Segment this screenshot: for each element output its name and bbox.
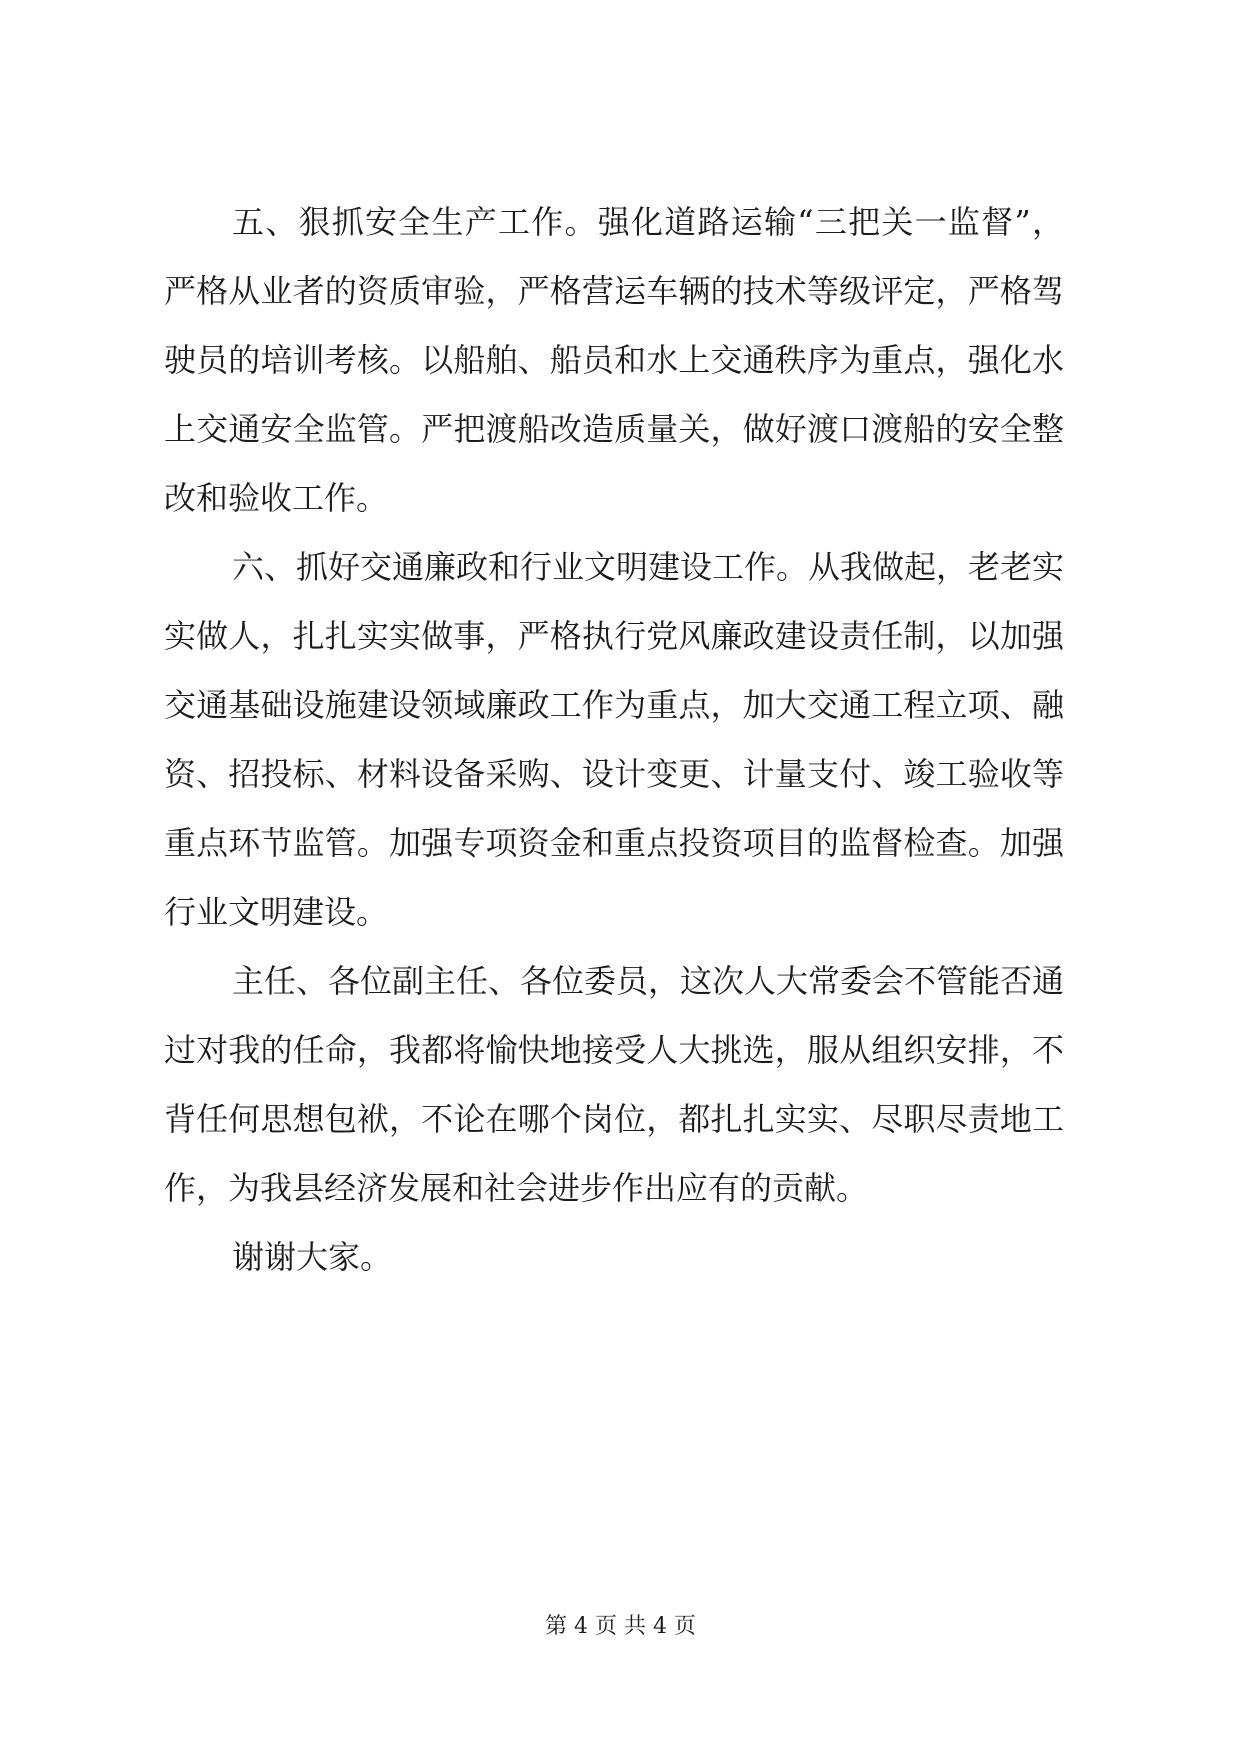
paragraph-6-line-3: 交通基础设施建设领域廉政工作为重点，加大交通工程立项、融 [164,686,1064,724]
paragraph-5-line-3: 驶员的培训考核。以船舶、船员和水上交通秩序为重点，强化水 [164,341,1064,379]
thanks-line: 谢谢大家。 [232,1238,393,1276]
paragraph-5-line-1: 五、狠抓安全生产工作。强化道路运输“三把关一监督”， [232,203,1064,241]
closing-paragraph-line-2: 过对我的任命，我都将愉快地接受人大挑选，服从组织安排，不 [164,1031,1064,1069]
page-number-footer: 第 4 页 共 4 页 [545,1614,696,1639]
paragraph-6-line-2: 实做人，扎扎实实做事，严格执行党风廉政建设责任制，以加强 [164,617,1064,655]
document-body [164,188,1064,1292]
paragraph-5-line-4: 上交通安全监管。严把渡船改造质量关，做好渡口渡船的安全整 [164,410,1064,448]
paragraph-5-line-5: 改和验收工作。 [164,479,389,517]
paragraph-6-line-4: 资、招投标、材料设备采购、设计变更、计量支付、竣工验收等 [164,755,1064,793]
closing-paragraph-line-4: 作，为我县经济发展和社会进步作出应有的贡献。 [164,1169,869,1207]
paragraph-6-line-1: 六、抓好交通廉政和行业文明建设工作。从我做起，老老实 [232,548,1065,586]
closing-paragraph-line-1: 主任、各位副主任、各位委员，这次人大常委会不管能否通 [232,962,1065,1000]
closing-paragraph-line-3: 背任何思想包袱，不论在哪个岗位，都扎扎实实、尽职尽责地工 [164,1100,1064,1138]
paragraph-6-line-6: 行业文明建设。 [164,893,389,931]
paragraph-6-line-5: 重点环节监管。加强专项资金和重点投资项目的监督检查。加强 [164,824,1064,862]
paragraph-5-line-2: 严格从业者的资质审验，严格营运车辆的技术等级评定，严格驾 [164,272,1064,310]
